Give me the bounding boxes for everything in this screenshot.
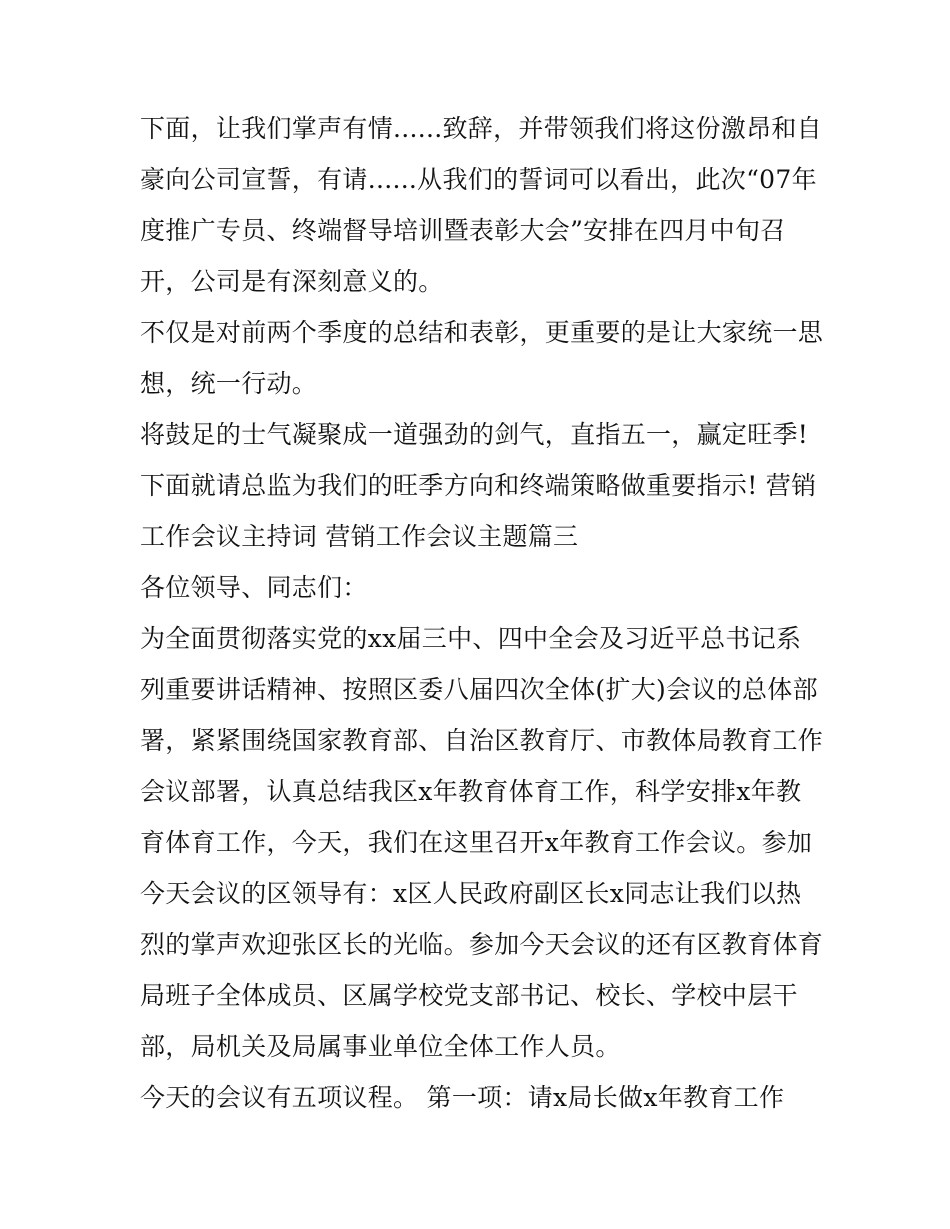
text-line: 烈的掌声欢迎张区长的光临。参加今天会议的还有区教育体育 bbox=[140, 930, 824, 959]
text-line: 度推广专员、终端督导培训暨表彰大会”安排在四月中旬召 bbox=[140, 216, 786, 245]
text-line: 为全面贯彻落实党的xx届三中、四中全会及习近平总书记系 bbox=[140, 624, 802, 653]
text-line: 育体育工作，今天，我们在这里召开x年教育工作会议。参加 bbox=[140, 828, 813, 857]
text-line: 列重要讲话精神、按照区委八届四次全体(扩大)会议的总体部 bbox=[140, 675, 818, 704]
text-line: 会议部署，认真总结我区x年教育体育工作，科学安排x年教 bbox=[140, 777, 802, 806]
text-line: 豪向公司宣誓，有请......从我们的誓词可以看出，此次“07年 bbox=[140, 165, 817, 194]
text-line: 今天会议的区领导有：x区人民政府副区长x同志让我们以热 bbox=[140, 879, 802, 908]
text-line: 工作会议主持词 营销工作会议主题篇三 bbox=[140, 522, 579, 551]
text-line: 将鼓足的士气凝聚成一道强劲的剑气，直指五一，赢定旺季! bbox=[140, 420, 809, 449]
text-line: 想，统一行动。 bbox=[140, 369, 318, 398]
text-line: 各位领导、同志们： bbox=[140, 573, 368, 602]
text-line: 下面，让我们掌声有情......致辞，并带领我们将这份激昂和自 bbox=[140, 114, 822, 143]
text-line: 部，局机关及局属事业单位全体工作人员。 bbox=[140, 1032, 621, 1061]
text-line: 署，紧紧围绕国家教育部、自治区教育厅、市教体局教育工作 bbox=[140, 726, 824, 755]
text-line: 开，公司是有深刻意义的。 bbox=[140, 267, 444, 296]
text-line: 不仅是对前两个季度的总结和表彰，更重要的是让大家统一思 bbox=[140, 318, 824, 347]
text-line: 今天的会议有五项议程。 第一项：请x局长做x年教育工作 bbox=[140, 1083, 785, 1112]
text-line: 下面就请总监为我们的旺季方向和终端策略做重要指示! 营销 bbox=[140, 471, 817, 500]
text-line: 局班子全体成员、区属学校党支部书记、校长、学校中层干 bbox=[140, 981, 798, 1010]
